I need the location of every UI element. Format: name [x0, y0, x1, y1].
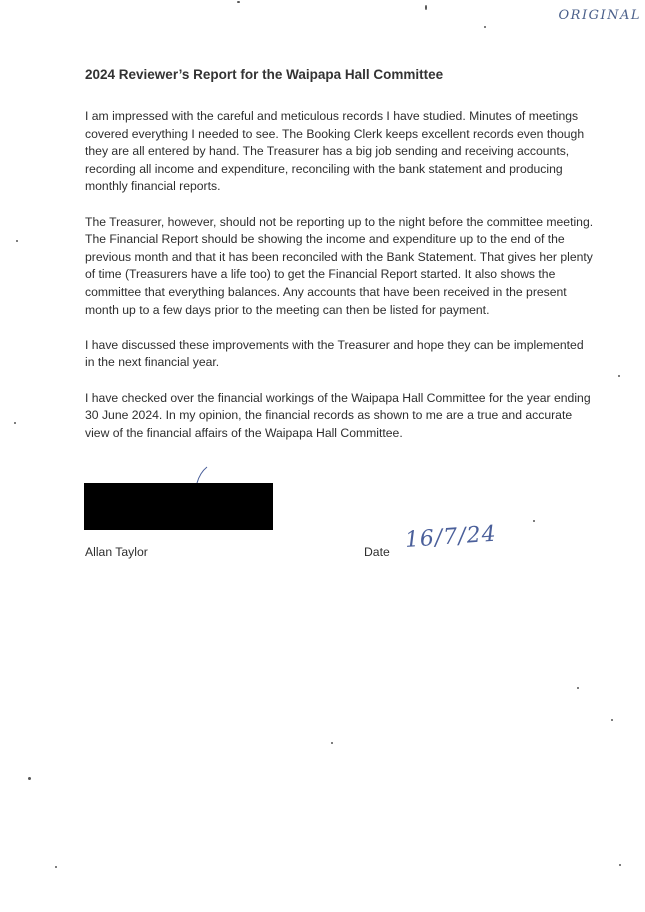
- handwritten-date: 16/7/24: [404, 521, 498, 553]
- scan-speck: [484, 26, 486, 28]
- scan-speck: [611, 719, 613, 721]
- signer-name: Allan Taylor: [85, 545, 148, 559]
- scan-speck: [533, 520, 535, 522]
- scan-speck: [331, 742, 333, 744]
- paragraph-opinion: I have checked over the financial workings of the Waipapa Hall Committee for the year ending 30 June 2024. In my opinion, the financial records as shown to me are a true and accurate view of the financial affairs of the Waipapa Hall Committee.: [85, 390, 591, 440]
- scan-speck: [14, 422, 16, 424]
- scan-speck: [16, 240, 18, 242]
- redacted-signature: [84, 483, 273, 530]
- report-body: [85, 108, 595, 460]
- scan-speck: [619, 864, 621, 866]
- signature-stroke-icon: [195, 466, 209, 484]
- paragraph-records: I am impressed with the careful and meticulous records I have studied. Minutes of meetings covered everything I needed to see. The Booking Clerk keeps excellent records even though they are all entered by hand. The Treasurer has a big job sending and receiving accounts, recording all income and expenditure, reconciling with the bank statement and producing monthly financial reports.: [85, 109, 585, 194]
- scan-speck: [425, 5, 427, 10]
- original-stamp: ORIGINAL: [558, 8, 641, 23]
- scan-speck: [618, 375, 620, 377]
- scan-speck: [55, 866, 57, 868]
- paragraph-improvements: I have discussed these improvements with the Treasurer and hope they can be implemented in the next financial year.: [85, 337, 584, 370]
- scan-speck: [237, 1, 240, 3]
- date-label: Date: [364, 545, 390, 559]
- report-title: 2024 Reviewer’s Report for the Waipapa Hall Committee: [85, 67, 444, 82]
- scan-speck: [577, 687, 579, 689]
- scan-speck: [28, 777, 31, 780]
- paragraph-treasurer-reporting: The Treasurer, however, should not be reporting up to the night before the committee meeting. The Financial Report should be showing the income and expenditure up to the end of the previous month and that it has been reconciled with the Bank Statement. That gives her plenty of time (Treasurers have a life too) to get the Financial Report started. It also shows the committee that everything balances. Any accounts that have been received in the present month up to a few days prior to the meeting can then be listed for payment.: [85, 214, 594, 317]
